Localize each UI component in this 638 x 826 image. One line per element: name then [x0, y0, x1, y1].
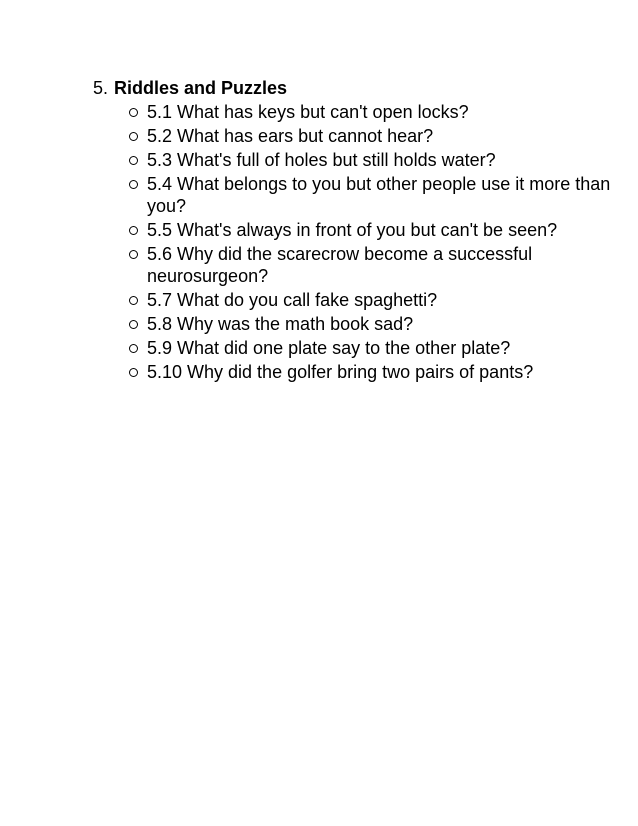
list-item — [127, 360, 613, 384]
hollow-circle-bullet-icon — [127, 337, 147, 359]
hollow-circle-bullet-icon — [127, 289, 147, 311]
list-item-text: 5.4 What belongs to you but other people use it more than you? — [147, 174, 611, 216]
list-item — [127, 312, 613, 336]
hollow-circle-bullet-icon — [127, 243, 147, 265]
list-item-text: 5.9 What did one plate say to the other plate? — [147, 338, 511, 358]
list-item — [127, 124, 613, 148]
list-item-text: 5.5 What's always in front of you but can't be seen? — [147, 220, 558, 240]
hollow-circle-bullet-icon — [127, 361, 147, 383]
hollow-circle-bullet-icon — [127, 125, 147, 147]
document-page — [93, 76, 613, 384]
list-item — [127, 288, 613, 312]
list-item — [127, 218, 613, 242]
section-heading — [93, 76, 613, 100]
list-item — [127, 100, 613, 124]
hollow-circle-bullet-icon — [127, 313, 147, 335]
list-item-text: 5.3 What's full of holes but still holds water? — [147, 150, 496, 170]
list-item — [127, 336, 613, 360]
hollow-circle-bullet-icon — [127, 101, 147, 123]
list-item — [127, 242, 613, 288]
list-item-text: 5.2 What has ears but cannot hear? — [147, 126, 434, 146]
section-title: Riddles and Puzzles — [114, 78, 288, 98]
hollow-circle-bullet-icon — [127, 173, 147, 195]
list-item-text: 5.1 What has keys but can't open locks? — [147, 102, 469, 122]
list-item-text: 5.10 Why did the golfer bring two pairs of pants? — [147, 362, 534, 382]
section-number: 5. — [93, 78, 109, 98]
hollow-circle-bullet-icon — [127, 149, 147, 171]
list-item-text: 5.6 Why did the scarecrow become a successful neurosurgeon? — [147, 244, 533, 286]
riddle-list — [93, 100, 613, 384]
list-item-text: 5.7 What do you call fake spaghetti? — [147, 290, 438, 310]
list-item-text: 5.8 Why was the math book sad? — [147, 314, 414, 334]
hollow-circle-bullet-icon — [127, 219, 147, 241]
list-item — [127, 148, 613, 172]
list-item — [127, 172, 613, 218]
